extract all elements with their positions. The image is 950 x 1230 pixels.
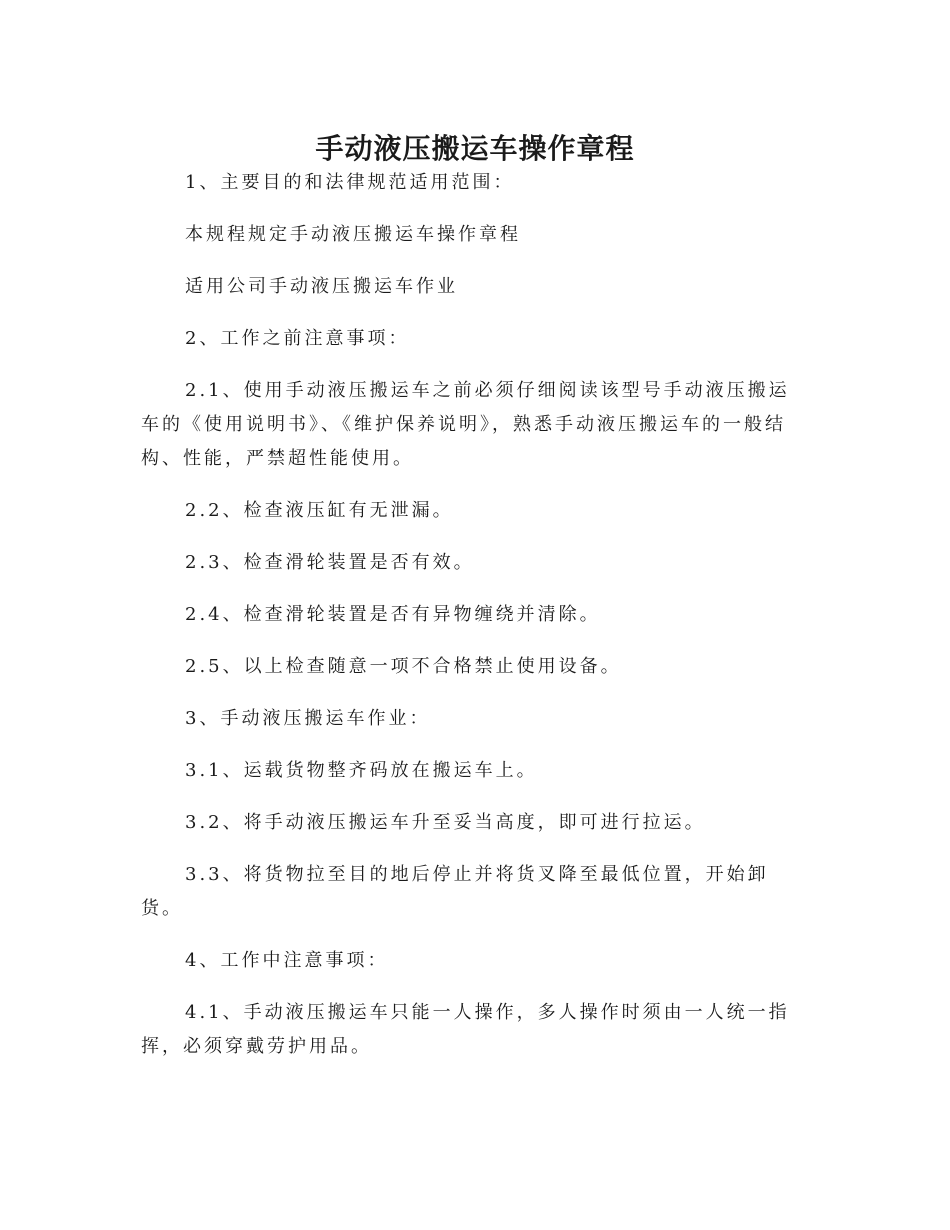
paragraph-section-1-heading: 1、主要目的和法律规范适用范围：	[185, 172, 515, 193]
paragraph-scope-applicability: 适用公司手动液压搬运车作业	[185, 276, 458, 297]
paragraph-section-2-heading: 2、工作之前注意事项：	[185, 328, 410, 349]
document-body	[141, 166, 806, 1082]
paragraph-item-2-3: 2.3、检查滑轮装置是否有效。	[185, 552, 475, 573]
paragraph-item-3-1: 3.1、运载货物整齐码放在搬运车上。	[185, 760, 538, 781]
paragraph-item-2-4: 2.4、检查滑轮装置是否有异物缠绕并清除。	[185, 604, 601, 625]
paragraph-scope-regulation: 本规程规定手动液压搬运车操作章程	[185, 224, 521, 245]
paragraph-item-4-1: 4.1、手动液压搬运车只能一人操作，多人操作时须由一人统一指挥，必须穿戴劳护用品。	[141, 1002, 790, 1057]
document-title: 手动液压搬运车操作章程	[315, 131, 635, 165]
paragraph-section-3-heading: 3、手动液压搬运车作业：	[185, 708, 431, 729]
paragraph-section-4-heading: 4、工作中注意事项：	[185, 950, 389, 971]
paragraph-item-2-1: 2.1、使用手动液压搬运车之前必须仔细阅读该型号手动液压搬运车的《使用说明书》、《维护保养说明》，熟悉手动液压搬运车的一般结构、性能，严禁超性能使用。	[141, 380, 790, 469]
paragraph-item-3-2: 3.2、将手动液压搬运车升至妥当高度，即可进行拉运。	[185, 812, 706, 833]
paragraph-item-2-5: 2.5、以上检查随意一项不合格禁止使用设备。	[185, 656, 622, 677]
paragraph-item-3-3: 3.3、将货物拉至目的地后停止并将货叉降至最低位置，开始卸货。	[141, 864, 769, 919]
paragraph-item-2-2: 2.2、检查液压缸有无泄漏。	[185, 500, 454, 521]
